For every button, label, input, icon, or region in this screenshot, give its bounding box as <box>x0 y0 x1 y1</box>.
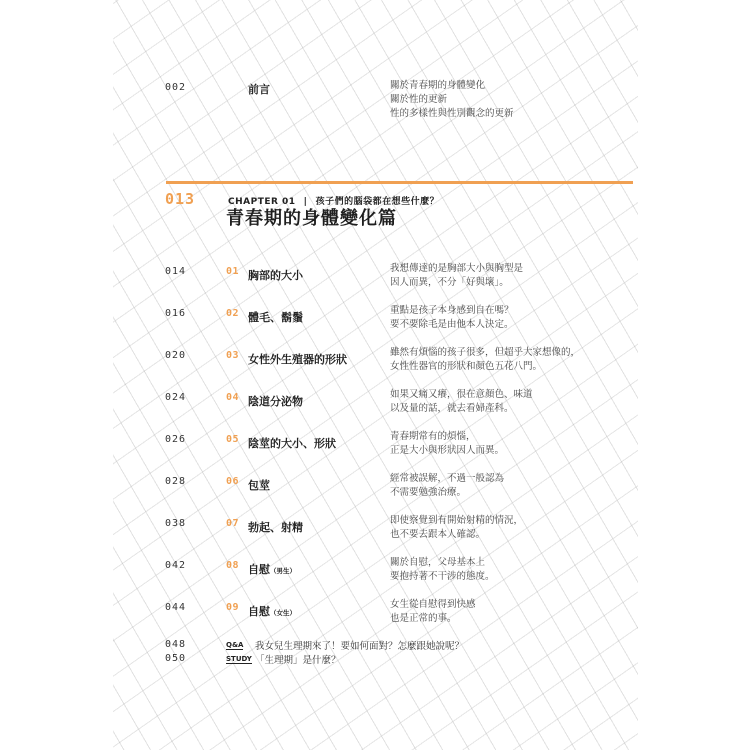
intro-description: 關於青春期的身體變化 關於性的更新 性的多樣性與性別觀念的更新 <box>390 80 514 119</box>
entry-title-group[interactable] <box>248 264 303 283</box>
extra-text[interactable]: 「生理期」是什麼？ <box>255 655 341 666</box>
entry-page-number: 044 <box>165 602 187 613</box>
entry-page-number: 016 <box>165 308 187 319</box>
chapter-page-number: 013 <box>165 190 196 208</box>
entry-description: 如果又痛又癢，很在意顏色、味道 以及量的話，就去看婦產科。 <box>390 389 533 414</box>
entry-title-group[interactable] <box>248 306 303 325</box>
entry-number: 06 <box>226 476 240 487</box>
extra-page-number: 048 <box>165 639 187 650</box>
entry-description: 關於自慰，父母基本上 要抱持著不干涉的態度。 <box>390 557 495 582</box>
chapter-subtitle: 孩子們的腦袋都在想些什麼？ <box>315 197 440 207</box>
entry-description: 女生從自慰得到快感 也是正常的事。 <box>390 599 476 624</box>
entry-number: 02 <box>226 308 240 319</box>
entry-page-number: 024 <box>165 392 187 403</box>
entry-number: 04 <box>226 392 240 403</box>
entry-title: 胸部的大小 <box>248 269 303 282</box>
entry-description: 我想傳達的是胸部大小與胸型是 因人而異，不分「好與壞」。 <box>390 263 524 288</box>
entry-number: 03 <box>226 350 240 361</box>
intro-page-number: 002 <box>165 82 187 93</box>
entry-title: 勃起、射精 <box>248 521 303 534</box>
toc-page <box>113 0 638 750</box>
entry-description: 經常被誤解，不過一般認為 不需要勉強治療。 <box>390 473 505 498</box>
chapter-label: CHAPTER 01 <box>228 197 296 207</box>
entry-tag: （女生） <box>270 609 296 617</box>
entry-title-group[interactable] <box>248 432 336 451</box>
entry-page-number: 038 <box>165 518 187 529</box>
entry-page-number: 014 <box>165 266 187 277</box>
entry-number: 05 <box>226 434 240 445</box>
chapter-separator: | <box>303 197 308 207</box>
entry-title-group[interactable] <box>248 348 347 367</box>
extra-text[interactable]: 我女兒生理期來了！要如何面對？怎麼跟她說呢？ <box>255 641 465 652</box>
entry-title: 陰莖的大小、形狀 <box>248 437 336 450</box>
entry-title-group[interactable] <box>248 390 303 409</box>
extra-page-number: 050 <box>165 653 187 664</box>
extra-label: STUDY <box>226 655 252 663</box>
entry-title-group[interactable] <box>248 558 296 577</box>
entry-page-number: 028 <box>165 476 187 487</box>
entry-title: 陰道分泌物 <box>248 395 303 408</box>
entry-title: 女性外生殖器的形狀 <box>248 353 347 366</box>
entry-title: 體毛、鬍鬚 <box>248 311 303 324</box>
entry-page-number: 042 <box>165 560 187 571</box>
intro-title[interactable]: 前言 <box>248 83 270 96</box>
entry-title: 自慰 <box>248 563 270 576</box>
entry-page-number: 020 <box>165 350 187 361</box>
entry-title: 包莖 <box>248 479 270 492</box>
entry-description: 重點是孩子本身感到自在嗎？ 要不要除毛是由他本人決定。 <box>390 305 514 330</box>
entry-description: 青春期常有的煩惱， 正是大小與形狀因人而異。 <box>390 431 505 456</box>
chapter-rule <box>166 181 633 184</box>
entry-number: 09 <box>226 602 240 613</box>
entry-number: 08 <box>226 560 240 571</box>
entry-title-group[interactable] <box>248 600 296 619</box>
entry-title: 自慰 <box>248 605 270 618</box>
entry-number: 07 <box>226 518 240 529</box>
extra-label: Q&A <box>226 641 244 649</box>
entry-title-group[interactable] <box>248 516 303 535</box>
entry-title-group[interactable] <box>248 474 270 493</box>
entry-description: 即使察覺到有開始射精的情況， 也不要去跟本人確認。 <box>390 515 524 540</box>
entry-tag: （男生） <box>270 567 296 575</box>
chapter-title[interactable]: 青春期的身體變化篇 <box>226 208 397 229</box>
entry-number: 01 <box>226 266 240 277</box>
entry-description: 雖然有煩惱的孩子很多，但超乎大家想像的， 女性性器官的形狀和顏色五花八門。 <box>390 347 581 372</box>
entry-page-number: 026 <box>165 434 187 445</box>
